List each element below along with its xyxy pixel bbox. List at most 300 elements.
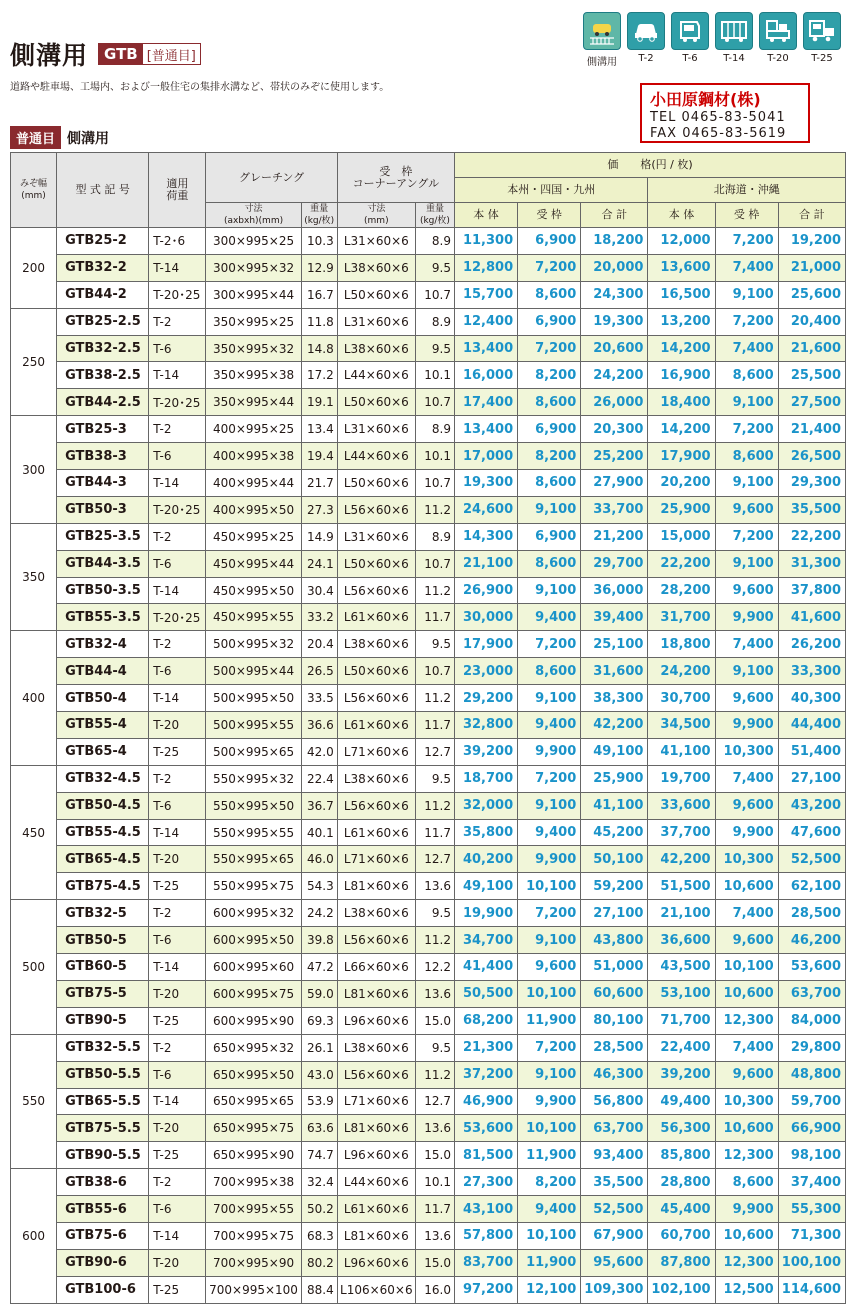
table-cell: 17,400 [454,389,517,416]
table-cell: 25,500 [778,362,845,389]
company-name: 小田原鋼材(株) [650,90,761,109]
truck-heavy-icon [803,12,841,50]
table-row [11,873,846,900]
table-row [11,228,846,255]
header-body-2: 本 体 [648,203,715,228]
table-cell: 8,200 [518,443,581,470]
table-cell: 550×995×50 [206,792,301,819]
table-cell: L31×60×6 [337,416,415,443]
section-name: 側溝用 [67,130,110,147]
table-cell: 12.7 [415,738,454,765]
table-cell: L50×60×6 [337,281,415,308]
table-cell: L56×60×6 [337,496,415,523]
table-cell: 35,500 [581,1169,648,1196]
table-cell: GTB32-4 [57,631,149,658]
table-cell: L44×60×6 [337,443,415,470]
table-cell: 8,600 [518,281,581,308]
table-cell: GTB90-6 [57,1249,149,1276]
table-cell: T-20 [149,1249,206,1276]
table-cell: 10,100 [518,1222,581,1249]
table-cell: 59.0 [301,980,337,1007]
table-cell: 13,400 [454,416,517,443]
table-cell: 10,600 [715,1222,778,1249]
width-cell: 400 [11,631,57,765]
table-cell: T-14 [149,362,206,389]
gutter-icon [583,12,621,50]
table-cell: T-6 [149,443,206,470]
table-cell: 12.9 [301,254,337,281]
table-cell: 8,600 [518,658,581,685]
table-cell: 9,100 [715,470,778,497]
company-fax: FAX 0465-83-5619 [650,126,787,141]
table-cell: 9,600 [715,685,778,712]
product-badge [98,43,201,65]
table-cell: 9,600 [715,927,778,954]
table-cell: 9,100 [715,658,778,685]
table-cell: 24.1 [301,550,337,577]
table-cell: T-6 [149,658,206,685]
table-row [11,523,846,550]
table-cell: 81,500 [454,1142,517,1169]
table-cell: 16.0 [415,1276,454,1303]
table-cell: 31,600 [581,658,648,685]
table-cell: 52,500 [581,1196,648,1223]
table-cell: 37,200 [454,1061,517,1088]
table-cell: 17.2 [301,362,337,389]
table-cell: 55,300 [778,1196,845,1223]
table-cell: 11,900 [518,1249,581,1276]
page-header [10,36,201,72]
table-cell: 42,200 [581,712,648,739]
table-cell: 19.1 [301,389,337,416]
table-cell: 59,700 [778,1088,845,1115]
table-cell: 39,200 [454,738,517,765]
table-row [11,631,846,658]
table-cell: 14,300 [454,523,517,550]
table-cell: 9,100 [518,496,581,523]
table-cell: 17,000 [454,443,517,470]
table-cell: T-6 [149,335,206,362]
table-cell: 20,600 [581,335,648,362]
table-cell: 37,700 [648,819,715,846]
table-cell: 100,100 [778,1249,845,1276]
table-cell: 10.7 [415,550,454,577]
table-cell: 28,500 [778,900,845,927]
table-cell: T-14 [149,577,206,604]
table-row [11,980,846,1007]
table-cell: 93,400 [581,1142,648,1169]
badge-text: [普通目] [146,48,196,64]
icon-item-t25 [803,12,841,68]
table-cell: 30,000 [454,604,517,631]
page-title: 側溝用 [10,41,89,70]
table-cell: 9,100 [518,927,581,954]
table-row [11,1034,846,1061]
table-cell: 30,700 [648,685,715,712]
table-row [11,1115,846,1142]
table-cell: 450×995×44 [206,550,301,577]
table-cell: 400×995×38 [206,443,301,470]
table-cell: 30.4 [301,577,337,604]
table-cell: 43,500 [648,954,715,981]
table-row [11,1276,846,1303]
table-cell: 10.7 [415,658,454,685]
table-cell: 8,600 [715,443,778,470]
table-cell: L106×60×6 [337,1276,415,1303]
table-cell: T-6 [149,927,206,954]
table-cell: L38×60×6 [337,900,415,927]
table-cell: GTB25-3.5 [57,523,149,550]
table-cell: 13.6 [415,1115,454,1142]
table-cell: 13.6 [415,873,454,900]
table-cell: 8,600 [715,362,778,389]
table-cell: 11.7 [415,1196,454,1223]
table-cell: 9,900 [715,604,778,631]
table-cell: 11,900 [518,1007,581,1034]
table-row [11,1169,846,1196]
table-cell: 10,600 [715,1115,778,1142]
company-tel: TEL 0465-83-5041 [650,110,786,125]
table-cell: 39.8 [301,927,337,954]
table-cell: 8.9 [415,523,454,550]
table-cell: 53.9 [301,1088,337,1115]
table-row [11,496,846,523]
table-cell: 27,100 [778,765,845,792]
icon-label: T-2 [638,53,654,64]
table-row [11,470,846,497]
table-cell: 11.2 [415,496,454,523]
table-cell: L71×60×6 [337,738,415,765]
table-cell: 21,100 [648,900,715,927]
table-cell: 11.2 [415,577,454,604]
table-cell: 10,600 [715,980,778,1007]
table-cell: GTB32-5.5 [57,1034,149,1061]
table-cell: 41,600 [778,604,845,631]
table-cell: 22,200 [778,523,845,550]
table-cell: 9,900 [518,738,581,765]
table-cell: 7,400 [715,1034,778,1061]
table-cell: GTB50-5.5 [57,1061,149,1088]
table-cell: 32.4 [301,1169,337,1196]
table-cell: 7,200 [715,416,778,443]
table-cell: 31,300 [778,550,845,577]
table-cell: 450×995×25 [206,523,301,550]
table-cell: T-2 [149,631,206,658]
table-cell: 700×995×100 [206,1276,301,1303]
table-cell: GTB100-6 [57,1276,149,1303]
table-cell: 45,200 [581,819,648,846]
table-cell: 26,500 [778,443,845,470]
table-cell: 54.3 [301,873,337,900]
table-cell: 19,900 [454,900,517,927]
icon-item-t14 [715,12,753,68]
table-cell: 7,200 [715,523,778,550]
table-cell: 50,500 [454,980,517,1007]
table-cell: 27,300 [454,1169,517,1196]
table-cell: T-20･25 [149,389,206,416]
table-cell: 39,400 [581,604,648,631]
table-cell: 9,100 [518,792,581,819]
table-cell: 7,200 [715,228,778,255]
description: 道路や駐車場、工場内、および一般住宅の集排水溝など、帯状のみぞに使用します。 [10,82,390,93]
table-cell: 35,800 [454,819,517,846]
table-cell: 400×995×44 [206,470,301,497]
header-frame-weight: 重量 (kg/枚) [415,203,454,228]
table-cell: L50×60×6 [337,389,415,416]
table-cell: 14.9 [301,523,337,550]
table-cell: 8.9 [415,308,454,335]
table-row [11,308,846,335]
table-cell: 7,200 [518,765,581,792]
table-cell: 74.7 [301,1142,337,1169]
table-cell: 8,600 [518,550,581,577]
table-cell: 7,200 [518,900,581,927]
table-cell: 22,200 [648,550,715,577]
table-row [11,1196,846,1223]
header-total-1: 合 計 [581,203,648,228]
section-tag: 普通目 [10,126,61,149]
table-cell: 9,400 [518,1196,581,1223]
table-row [11,1249,846,1276]
table-cell: 25,200 [581,443,648,470]
table-row [11,254,846,281]
table-cell: L50×60×6 [337,550,415,577]
table-cell: 16,000 [454,362,517,389]
truck-medium-icon [715,12,753,50]
table-cell: 69.3 [301,1007,337,1034]
table-cell: L38×60×6 [337,631,415,658]
table-cell: 34,700 [454,927,517,954]
table-cell: 9,100 [518,577,581,604]
table-cell: 7,200 [518,1034,581,1061]
table-cell: 53,600 [778,954,845,981]
table-cell: 7,200 [715,308,778,335]
table-cell: 9,100 [715,550,778,577]
table-cell: T-2 [149,900,206,927]
table-cell: GTB44-2 [57,281,149,308]
table-cell: T-2 [149,308,206,335]
table-row [11,281,846,308]
table-cell: 28,800 [648,1169,715,1196]
table-cell: 37,800 [778,577,845,604]
table-cell: 25,900 [648,496,715,523]
table-cell: 9.5 [415,631,454,658]
table-cell: 33.2 [301,604,337,631]
table-row [11,738,846,765]
header-frame-size: 寸法 (mm) [337,203,415,228]
table-cell: 80.2 [301,1249,337,1276]
icon-label: T-20 [767,53,789,64]
icon-label: T-14 [723,53,745,64]
table-cell: L61×60×6 [337,604,415,631]
table-cell: 46,900 [454,1088,517,1115]
table-cell: 29,200 [454,685,517,712]
table-cell: 46,300 [581,1061,648,1088]
table-cell: 7,400 [715,254,778,281]
table-cell: GTB44-2.5 [57,389,149,416]
table-cell: 500×995×55 [206,712,301,739]
table-cell: 21,400 [778,416,845,443]
price-table [10,152,846,1304]
table-cell: 18,700 [454,765,517,792]
table-cell: 60,700 [648,1222,715,1249]
table-cell: 20,300 [581,416,648,443]
icon-label: T-25 [811,53,833,64]
table-cell: 12,100 [518,1276,581,1303]
table-cell: T-20･25 [149,281,206,308]
table-cell: 500×995×50 [206,685,301,712]
table-cell: GTB32-2 [57,254,149,281]
table-cell: L56×60×6 [337,927,415,954]
table-cell: GTB60-5 [57,954,149,981]
header-region1: 本州・四国・九州 [454,178,647,203]
table-cell: 9,100 [715,281,778,308]
table-cell: GTB90-5.5 [57,1142,149,1169]
table-cell: 20,200 [648,470,715,497]
table-cell: 700×995×55 [206,1196,301,1223]
table-cell: 12,800 [454,254,517,281]
table-cell: GTB65-4 [57,738,149,765]
table-cell: 17,900 [648,443,715,470]
table-cell: 49,100 [454,873,517,900]
table-cell: GTB38-3 [57,443,149,470]
table-cell: 350×995×38 [206,362,301,389]
header-width: みぞ幅 (mm) [11,153,57,228]
table-cell: 63,700 [778,980,845,1007]
table-cell: 19,700 [648,765,715,792]
table-cell: L31×60×6 [337,228,415,255]
table-cell: 9.5 [415,335,454,362]
table-cell: L31×60×6 [337,308,415,335]
table-row [11,1088,846,1115]
table-cell: 98,100 [778,1142,845,1169]
table-cell: 12,400 [454,308,517,335]
table-cell: 650×995×65 [206,1088,301,1115]
table-cell: 20,000 [581,254,648,281]
table-cell: 9,900 [715,1196,778,1223]
table-cell: 15.0 [415,1142,454,1169]
table-cell: 9,400 [518,819,581,846]
header-model: 型 式 記 号 [57,153,149,228]
table-row [11,362,846,389]
table-cell: 11.2 [415,927,454,954]
table-cell: 9,900 [715,712,778,739]
table-cell: 6,900 [518,523,581,550]
table-cell: L71×60×6 [337,846,415,873]
table-cell: 88.4 [301,1276,337,1303]
table-cell: 18,800 [648,631,715,658]
table-cell: 16,500 [648,281,715,308]
table-cell: 13.6 [415,1222,454,1249]
width-cell: 550 [11,1034,57,1168]
table-cell: GTB25-2.5 [57,308,149,335]
table-cell: T-20･25 [149,496,206,523]
table-cell: 9.5 [415,1034,454,1061]
icon-label: T-6 [682,53,698,64]
table-cell: 85,800 [648,1142,715,1169]
table-cell: 26.5 [301,658,337,685]
table-cell: T-25 [149,738,206,765]
icon-label: 側溝用 [587,57,617,68]
table-cell: 32,800 [454,712,517,739]
table-cell: 6,900 [518,416,581,443]
icon-item-gutter [583,12,621,68]
table-cell: 500×995×44 [206,658,301,685]
table-cell: L96×60×6 [337,1007,415,1034]
table-cell: 42,200 [648,846,715,873]
table-cell: 25,900 [581,765,648,792]
header-grating-weight: 重量 (kg/枚) [301,203,337,228]
table-cell: T-14 [149,685,206,712]
table-cell: 9,400 [518,604,581,631]
table-cell: GTB50-4 [57,685,149,712]
header-load: 適用 荷重 [149,153,206,228]
table-cell: GTB32-2.5 [57,335,149,362]
header-frame: 受 枠 コーナーアングル [337,153,454,203]
table-cell: 27.3 [301,496,337,523]
table-cell: T-20 [149,1115,206,1142]
table-cell: T-14 [149,470,206,497]
table-cell: 53,100 [648,980,715,1007]
table-cell: 450×995×50 [206,577,301,604]
table-row [11,389,846,416]
table-cell: 19.4 [301,443,337,470]
width-cell: 300 [11,416,57,524]
table-cell: 550×995×32 [206,765,301,792]
table-cell: T-2 [149,523,206,550]
table-cell: 28,500 [581,1034,648,1061]
table-cell: 50.2 [301,1196,337,1223]
table-cell: 49,100 [581,738,648,765]
load-icons [583,12,841,68]
table-cell: 350×995×25 [206,308,301,335]
table-cell: 400×995×50 [206,496,301,523]
table-body [11,228,846,1304]
table-cell: 71,300 [778,1222,845,1249]
table-cell: 12.7 [415,846,454,873]
table-cell: 24,200 [581,362,648,389]
table-cell: 40,300 [778,685,845,712]
table-cell: 600×995×60 [206,954,301,981]
table-header [11,153,846,228]
table-cell: 109,300 [581,1276,648,1303]
table-cell: 46.0 [301,846,337,873]
table-cell: GTB75-5 [57,980,149,1007]
table-cell: 22,400 [648,1034,715,1061]
table-cell: 36,000 [581,577,648,604]
table-cell: 42.0 [301,738,337,765]
table-cell: 650×995×75 [206,1115,301,1142]
table-cell: 7,200 [518,631,581,658]
table-cell: 10,100 [518,980,581,1007]
table-cell: 12,000 [648,228,715,255]
table-cell: 50,100 [581,846,648,873]
table-cell: 9.5 [415,900,454,927]
table-cell: 8,600 [715,1169,778,1196]
table-cell: 18,200 [581,228,648,255]
table-cell: 36,600 [648,927,715,954]
table-row [11,846,846,873]
table-cell: 15,000 [648,523,715,550]
table-cell: 16,900 [648,362,715,389]
width-cell: 500 [11,900,57,1034]
table-cell: 19,200 [778,228,845,255]
table-cell: 62,100 [778,873,845,900]
table-cell: 13,200 [648,308,715,335]
table-cell: L50×60×6 [337,470,415,497]
table-cell: T-14 [149,954,206,981]
table-cell: 10,300 [715,738,778,765]
